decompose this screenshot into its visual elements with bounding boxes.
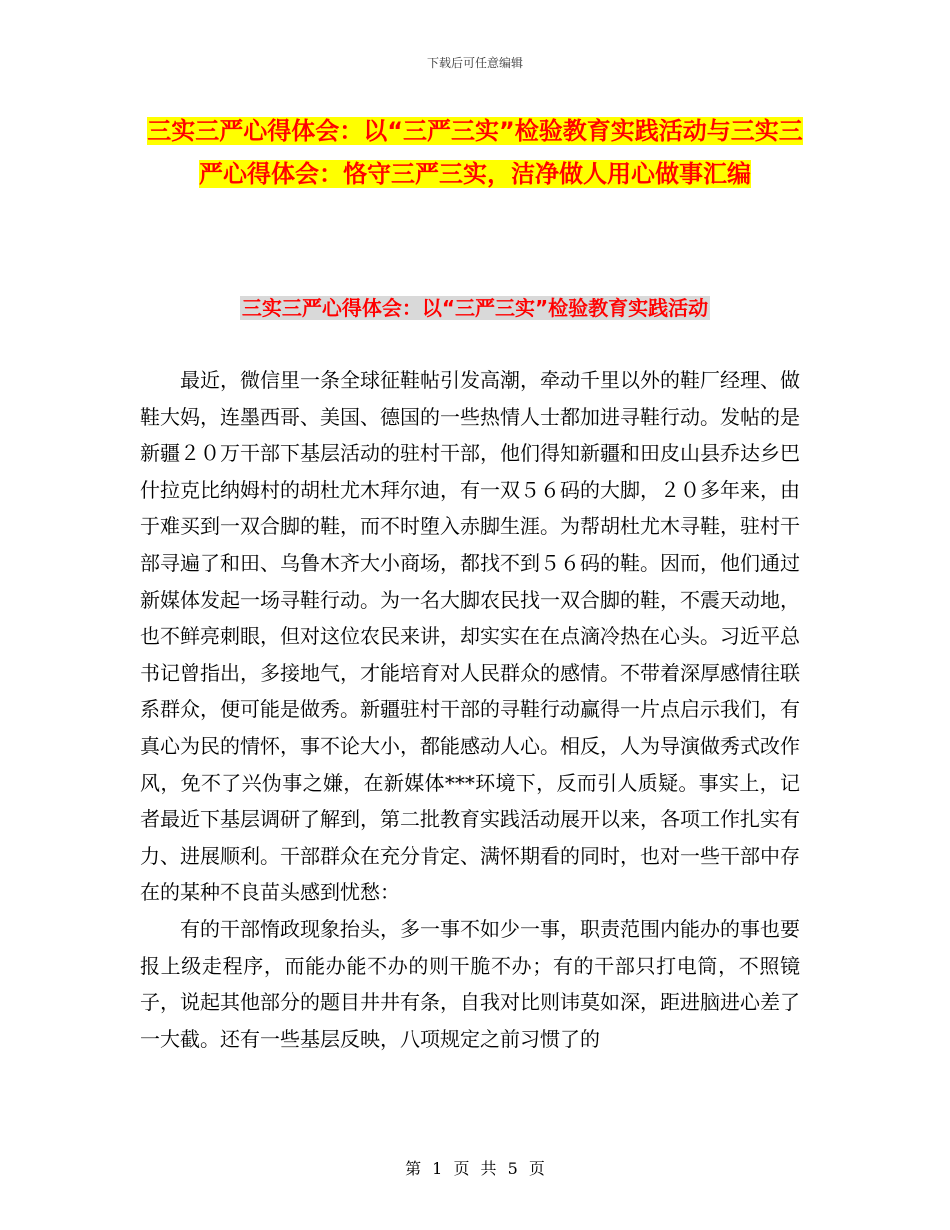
paragraph-2: 有的干部惰政现象抬头，多一事不如少一事，职责范围内能办的事也要报上级走程序，而能办能不办的则干脆不办；有的干部只打电筒，不照镜子，说起其他部分的题目井井有条，自我对比则讳莫如深，距进脑进心差了一大截。还有一些基层反映，八项规定之前习惯了的 — [140, 916, 800, 1051]
document-title-text: 三实三严心得体会：以“三严三实”检验教育实践活动与三实三严心得体会：恪守三严三实，洁净做人用心做事汇编 — [147, 117, 803, 188]
document-title — [140, 110, 810, 196]
page-header-note: 下载后可任意编辑 — [426, 56, 523, 70]
section-title — [140, 292, 810, 324]
paragraph-1: 最近，微信里一条全球征鞋帖引发高潮，牵动千里以外的鞋厂经理、做鞋大妈，连墨西哥、美国、德国的一些热情人士都加进寻鞋行动。发帖的是新疆２０万干部下基层活动的驻村干部，他们得知新疆和田皮山县乔达乡巴什拉克比纳姆村的胡杜尤木拜尔迪，有一双５６码的大脚，２０多年来，由于难买到一双合脚的鞋，而不时堕入赤脚生涯。为帮胡杜尤木寻鞋，驻村干部寻遍了和田、乌鲁木齐大小商场，都找不到５６码的鞋。因而，他们通过新媒体发起一场寻鞋行动。为一名大脚农民找一双合脚的鞋，不震天动地，也不鲜亮刺眼，但对这位农民来讲，却实实在在点滴冷热在心头。习近平总书记曾指出，多接地气，才能培育对人民群众的感情。不带着深厚感情往联系群众，便可能是做秀。新疆驻村干部的寻鞋行动赢得一片点启示我们，有真心为民的情怀，事不论大小，都能感动人心。相反，人为导演做秀式改作风，免不了兴伪事之嫌，在新媒体***环境下，反而引人质疑。事实上，记者最近下基层调研了解到，第二批教育实践活动展开以来，各项工作扎实有力、进展顺利。干部群众在充分肯定、满怀期看的同时，也对一些干部中存在的某种不良苗头感到忧愁： — [140, 368, 800, 905]
section-title-text: 三实三严心得体会：以“三严三实”检验教育实践活动 — [241, 296, 709, 320]
document-body — [140, 362, 800, 1057]
page-footer: 第 1 页 共 5 页 — [405, 1159, 545, 1178]
